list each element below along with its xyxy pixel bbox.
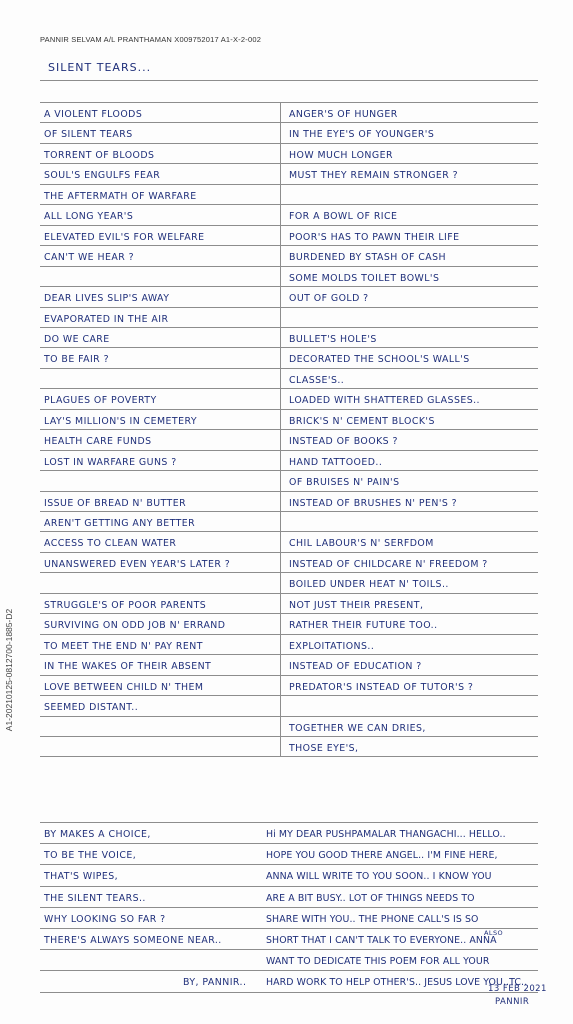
inmate-header: PANNIR SELVAM A/L PRANTHAMAN X009752017 A1-X-2-002 — [40, 35, 262, 44]
ruled-line — [40, 122, 538, 123]
ruled-line — [40, 368, 538, 369]
poem-line: OF SILENT TEARS — [44, 129, 133, 140]
note-line: ARE A BIT BUSY.. LOT OF THINGS NEEDS TO — [266, 893, 475, 904]
ruled-line — [40, 266, 538, 267]
poem-line: UNANSWERED EVEN YEAR'S LATER ? — [44, 559, 231, 570]
poem-line: POOR'S HAS TO PAWN THEIR LIFE — [289, 232, 460, 243]
ruled-line — [40, 470, 538, 471]
ruled-line — [40, 184, 538, 185]
poem-line: SEEMED DISTANT.. — [44, 702, 139, 713]
poem-line: RATHER THEIR FUTURE TOO.. — [289, 620, 438, 631]
note-line: HOPE YOU GOOD THERE ANGEL.. I'M FINE HERE, — [266, 850, 498, 861]
ruled-line — [40, 654, 538, 655]
note-line: SHARE WITH YOU.. THE PHONE CALL'S IS SO — [266, 914, 479, 925]
ruled-line — [40, 675, 538, 676]
poem-line: PREDATOR'S INSTEAD OF TUTOR'S ? — [289, 682, 474, 693]
ruled-line — [40, 736, 538, 737]
poem-line: LOVE BETWEEN CHILD N' THEM — [44, 682, 204, 693]
poem-line: LOADED WITH SHATTERED GLASSES.. — [289, 395, 480, 406]
poem-line: BY MAKES A CHOICE, — [44, 829, 151, 840]
signature-name: PANNIR — [495, 997, 530, 1007]
poem-line: IN THE WAKES OF THEIR ABSENT — [44, 661, 212, 672]
poem-line: CLASSE'S.. — [289, 375, 345, 386]
note-line: WANT TO DEDICATE THIS POEM FOR ALL YOUR — [266, 956, 490, 967]
ruled-line — [40, 552, 538, 553]
poem-line: HOW MUCH LONGER — [289, 150, 393, 161]
scan-id: A1-20210125-0812700-1885-D2 — [4, 608, 14, 732]
poem-line: TOGETHER WE CAN DRIES, — [289, 723, 426, 734]
ruled-line — [40, 970, 538, 971]
ruled-line — [40, 80, 538, 81]
note-line: Hi MY DEAR PUSHPAMALAR THANGACHI... HELLO.. — [266, 829, 506, 840]
note-line: HARD WORK TO HELP OTHER'S.. JESUS LOVE YOU..TC.. — [266, 977, 528, 988]
poem-line: DECORATED THE SCHOOL'S WALL'S — [289, 354, 470, 365]
note-line: ANNA WILL WRITE TO YOU SOON.. I KNOW YOU — [266, 871, 492, 882]
ruled-line — [40, 388, 538, 389]
poem-line: EXPLOITATIONS.. — [289, 641, 375, 652]
ruled-line — [40, 102, 538, 103]
ruled-line — [40, 634, 538, 635]
poem-line: DO WE CARE — [44, 334, 110, 345]
insert-mark: ALSO — [484, 929, 504, 937]
poem-line: INSTEAD OF BOOKS ? — [289, 436, 398, 447]
ruled-line — [40, 949, 538, 950]
ruled-line — [40, 327, 538, 328]
poem-line: THERE'S ALWAYS SOMEONE NEAR.. — [44, 935, 222, 946]
poem-line: BURDENED BY STASH OF CASH — [289, 252, 447, 263]
ruled-line — [40, 245, 538, 246]
poem-line: TO MEET THE END N' PAY RENT — [44, 641, 203, 652]
ruled-line — [40, 886, 538, 887]
poem-line: ANGER'S OF HUNGER — [289, 109, 398, 120]
poem-line: PLAGUES OF POVERTY — [44, 395, 157, 406]
ruled-line — [40, 822, 538, 823]
ruled-line — [40, 204, 538, 205]
poem-line: ISSUE OF BREAD N' BUTTER — [44, 498, 187, 509]
poem-line: HAND TATTOOED.. — [289, 457, 383, 468]
ruled-line — [40, 907, 538, 908]
ruled-line — [40, 143, 538, 144]
ruled-line — [40, 593, 538, 594]
poem-line: INSTEAD OF BRUSHES N' PEN'S ? — [289, 498, 458, 509]
ruled-line — [40, 531, 538, 532]
poem-line: SOUL'S ENGULFS FEAR — [44, 170, 161, 181]
poem-line: ELEVATED EVIL'S FOR WELFARE — [44, 232, 205, 243]
ruled-line — [40, 843, 538, 844]
ruled-line — [40, 163, 538, 164]
signature-date: 13 FEB 2021 — [488, 984, 547, 994]
poem-line: EVAPORATED IN THE AIR — [44, 314, 169, 325]
poem-line: AREN'T GETTING ANY BETTER — [44, 518, 196, 529]
ruled-line — [40, 928, 538, 929]
ruled-line — [40, 225, 538, 226]
poem-line: SOME MOLDS TOILET BOWL'S — [289, 273, 440, 284]
poem-line: ACCESS TO CLEAN WATER — [44, 538, 177, 549]
poem-line: A VIOLENT FLOODS — [44, 109, 143, 120]
poem-line: TO BE THE VOICE, — [44, 850, 137, 861]
poem-line: MUST THEY REMAIN STRONGER ? — [289, 170, 459, 181]
ruled-line — [40, 347, 538, 348]
ruled-line — [40, 613, 538, 614]
poem-line: BRICK'S N' CEMENT BLOCK'S — [289, 416, 435, 427]
ruled-line — [40, 756, 538, 757]
ruled-line — [40, 572, 538, 573]
poem-line: TORRENT OF BLOODS — [44, 150, 155, 161]
ruled-line — [40, 491, 538, 492]
poem-line: ALL LONG YEAR'S — [44, 211, 134, 222]
poem-line: NOT JUST THEIR PRESENT, — [289, 600, 424, 611]
poem-line: THOSE EYE'S, — [289, 743, 359, 754]
ruled-line — [40, 695, 538, 696]
ruled-line — [40, 511, 538, 512]
ruled-line — [40, 409, 538, 410]
poem-line: INSTEAD OF EDUCATION ? — [289, 661, 422, 672]
poem-line: LOST IN WARFARE GUNS ? — [44, 457, 177, 468]
ruled-line — [40, 864, 538, 865]
poem-line: INSTEAD OF CHILDCARE N' FREEDOM ? — [289, 559, 488, 570]
poem-line: IN THE EYE'S OF YOUNGER'S — [289, 129, 435, 140]
poem-line: THE AFTERMATH OF WARFARE — [44, 191, 197, 202]
ruled-line — [40, 992, 538, 993]
poem-line: SURVIVING ON ODD JOB N' ERRAND — [44, 620, 226, 631]
note-line: SHORT THAT I CAN'T TALK TO EVERYONE.. ANNA — [266, 935, 497, 946]
poem-line: DEAR LIVES SLIP'S AWAY — [44, 293, 170, 304]
ruled-line — [40, 307, 538, 308]
poem-line: BOILED UNDER HEAT N' TOILS.. — [289, 579, 449, 590]
poem-line: BULLET'S HOLE'S — [289, 334, 377, 345]
ruled-line — [40, 286, 538, 287]
poem-line: CHIL LABOUR'S N' SERFDOM — [289, 538, 434, 549]
ruled-line — [40, 429, 538, 430]
poem-line: OF BRUISES N' PAIN'S — [289, 477, 400, 488]
ruled-line — [40, 450, 538, 451]
poem-line: FOR A BOWL OF RICE — [289, 211, 398, 222]
poem-line: THAT'S WIPES, — [44, 871, 119, 882]
poem-line: THE SILENT TEARS.. — [44, 893, 146, 904]
poem-line: STRUGGLE'S OF POOR PARENTS — [44, 600, 207, 611]
poem-line: OUT OF GOLD ? — [289, 293, 369, 304]
side-identifier — [2, 520, 16, 820]
poem-line: CAN'T WE HEAR ? — [44, 252, 135, 263]
poem-line: TO BE FAIR ? — [44, 354, 109, 365]
poem-line: LAY'S MILLION'S IN CEMETERY — [44, 416, 198, 427]
poem-line: HEALTH CARE FUNDS — [44, 436, 152, 447]
column-divider — [280, 102, 281, 756]
ruled-line — [40, 716, 538, 717]
poem-title: SILENT TEARS... — [48, 61, 152, 74]
poem-line: WHY LOOKING SO FAR ? — [44, 914, 166, 925]
poem-signoff: BY, PANNIR.. — [183, 977, 247, 988]
